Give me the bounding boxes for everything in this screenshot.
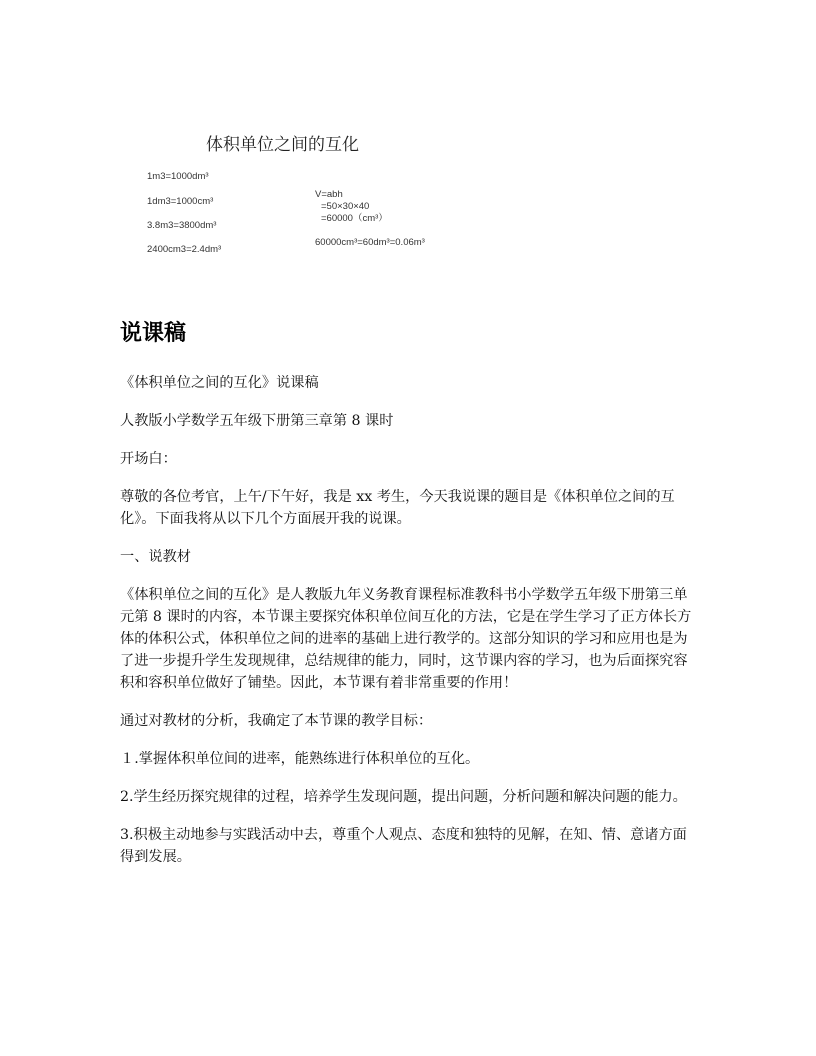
section-label: 开场白： [120, 451, 177, 467]
page-heading: 说课稿 [120, 321, 187, 346]
document-body [120, 372, 700, 884]
formula-result: =60000（cm³） [321, 213, 388, 224]
conversion-equation: 1dm3=1000cm³ [147, 196, 214, 207]
board-title: 体积单位之间的互化 [206, 135, 359, 155]
formula-conversion: 60000cm³=60dm³=0.06m³ [315, 237, 425, 248]
lesson-source: 人教版小学数学五年级下册第三章第 8 课时 [120, 413, 394, 429]
formula-step: =50×30×40 [321, 201, 370, 212]
opening-paragraph: 尊敬的各位考官，上午/下午好，我是 xx 考生，今天我说课的题目是《体积单位之间的互化》。下面我将从以下几个方面展开我的说课。 [120, 489, 675, 527]
objective-item: １.掌握体积单位间的进率，能熟练进行体积单位的互化。 [120, 751, 480, 767]
blackboard-illustration [0, 0, 816, 290]
objective-item: 3.积极主动地参与实践活动中去，尊重个人观点、态度和独特的见解，在知、情、意诸方面得到发展。 [120, 827, 687, 865]
conversion-equation: 3.8m3=3800dm³ [147, 220, 217, 231]
conversion-equation: 2400cm3=2.4dm³ [147, 244, 222, 255]
volume-formula: V=abh [315, 189, 343, 200]
objectives-intro: 通过对教材的分析，我确定了本节课的教学目标： [120, 713, 433, 729]
textbook-analysis-paragraph: 《体积单位之间的互化》是人教版九年义务教育课程标准教科书小学数学五年级下册第三单元第 8 课时的内容，本节课主要探究体积单位间互化的方法，它是在学生学习了正方体长方体的体积公式，体积单位之间的进率的基础上进行教学的。这部分知识的学习和应用也是为了进一步提升学生发现规律，总结规律的能力，同时，这节课内容的学习，也为后面探究容积和容积单位做好了铺垫。因此，本节课有着非常重要的作用！ [120, 587, 692, 691]
lesson-title: 《体积单位之间的互化》说课稿 [120, 375, 319, 391]
objective-item: 2.学生经历探究规律的过程，培养学生发现问题，提出问题，分析问题和解决问题的能力。 [120, 789, 687, 805]
section-heading: 一、说教材 [120, 549, 191, 565]
conversion-equation: 1m3=1000dm³ [147, 171, 209, 182]
